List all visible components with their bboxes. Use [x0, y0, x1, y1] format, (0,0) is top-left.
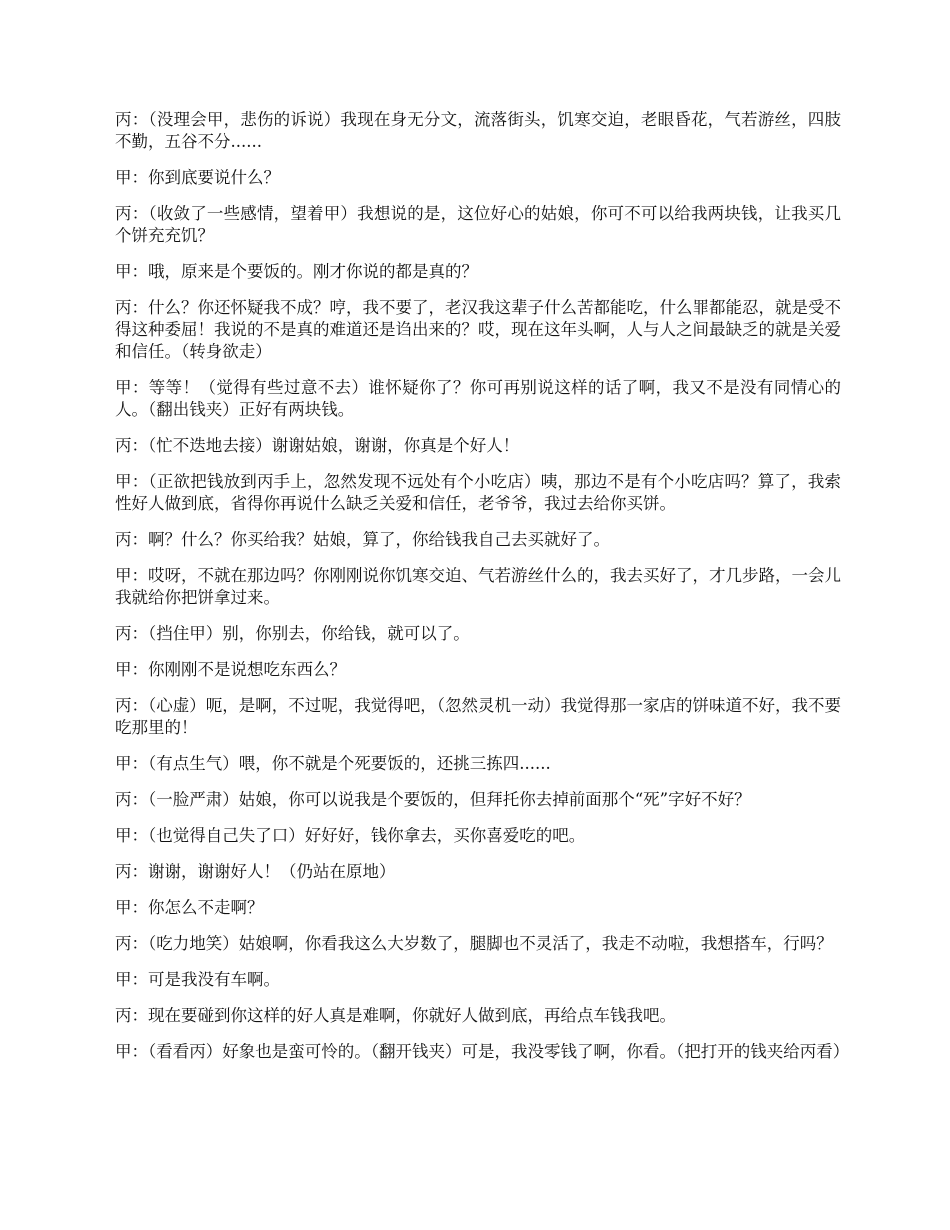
- dialogue-paragraph: 丙：（一脸严肃）姑娘，你可以说我是个要饭的，但拜托你去掉前面那个“死”字好不好？: [115, 790, 751, 809]
- dialogue-paragraph: 丙：现在要碰到你这样的好人真是难啊，你就好人做到底，再给点车钱我吧。: [115, 1006, 676, 1025]
- dialogue-paragraph: 甲：等等！（觉得有些过意不去）谁怀疑你了？你可再别说这样的话了啊，我又不是没有同情心的人。（翻出钱夹）正好有两块钱。: [115, 378, 841, 419]
- dialogue-paragraph: 甲：你刚刚不是说想吃东西么？: [115, 660, 346, 679]
- dialogue-paragraph: 丙：（心虚）呃，是啊，不过呢，我觉得吧，（忽然灵机一动）我觉得那一家店的饼味道不好，我不要吃那里的！: [115, 696, 841, 737]
- dialogue-paragraph: 丙：（忙不迭地去接）谢谢姑娘，谢谢，你真是个好人！: [115, 436, 520, 455]
- dialogue-paragraph: 甲：（有点生气）喂，你不就是个死要饭的，还挑三拣四......: [115, 754, 551, 773]
- document-body: [115, 109, 850, 1077]
- dialogue-paragraph: 甲：（正欲把钱放到丙手上，忽然发现不远处有个小吃店）咦，那边不是有个小吃店吗？算了，我索性好人做到底，省得你再说什么缺乏关爱和信任，老爷爷，我过去给你买饼。: [115, 472, 841, 513]
- dialogue-paragraph: 丙：（挡住甲）别，你别去，你给钱，就可以了。: [115, 624, 470, 643]
- dialogue-paragraph: 丙：（收敛了一些感情，望着甲）我想说的是，这位好心的姑娘，你可不可以给我两块钱，让我买几个饼充充饥？: [115, 204, 841, 245]
- dialogue-paragraph: 甲：可是我没有车啊。: [115, 970, 280, 989]
- dialogue-paragraph: 甲：哦，原来是个要饭的。刚才你说的都是真的？: [115, 262, 478, 281]
- dialogue-paragraph: 丙：（没理会甲，悲伤的诉说）我现在身无分文，流落街头，饥寒交迫，老眼昏花，气若游丝，四肢不勤，五谷不分......: [115, 110, 841, 151]
- dialogue-paragraph: 丙：谢谢，谢谢好人！（仍站在原地）: [115, 862, 396, 881]
- dialogue-paragraph: 丙：（吃力地笑）姑娘啊，你看我这么大岁数了，腿脚也不灵活了，我走不动啦，我想搭车，行吗？: [115, 934, 833, 953]
- dialogue-paragraph: 甲：（也觉得自己失了口）好好好，钱你拿去，买你喜爱吃的吧。: [115, 826, 586, 845]
- dialogue-paragraph: 丙：什么？你还怀疑我不成？哼，我不要了，老汉我这辈子什么苦都能吃，什么罪都能忍，就是受不得这种委屈！我说的不是真的难道还是诌出来的？哎，现在这年头啊，人与人之间最缺乏的就是关爱和信任。（转身欲走）: [115, 298, 841, 361]
- dialogue-paragraph: 甲：哎呀，不就在那边吗？你刚刚说你饥寒交迫、气若游丝什么的，我去买好了，才几步路，一会儿我就给你把饼拿过来。: [115, 566, 841, 607]
- dialogue-paragraph: 丙：啊？什么？你买给我？姑娘，算了，你给钱我自己去买就好了。: [115, 530, 610, 549]
- dialogue-paragraph: 甲：你怎么不走啊？: [115, 898, 264, 917]
- dialogue-paragraph: 甲：你到底要说什么？: [115, 168, 280, 187]
- dialogue-paragraph: 甲：（看看丙）好象也是蛮可怜的。（翻开钱夹）可是，我没零钱了啊，你看。（把打开的钱夹给丙看）: [115, 1042, 850, 1061]
